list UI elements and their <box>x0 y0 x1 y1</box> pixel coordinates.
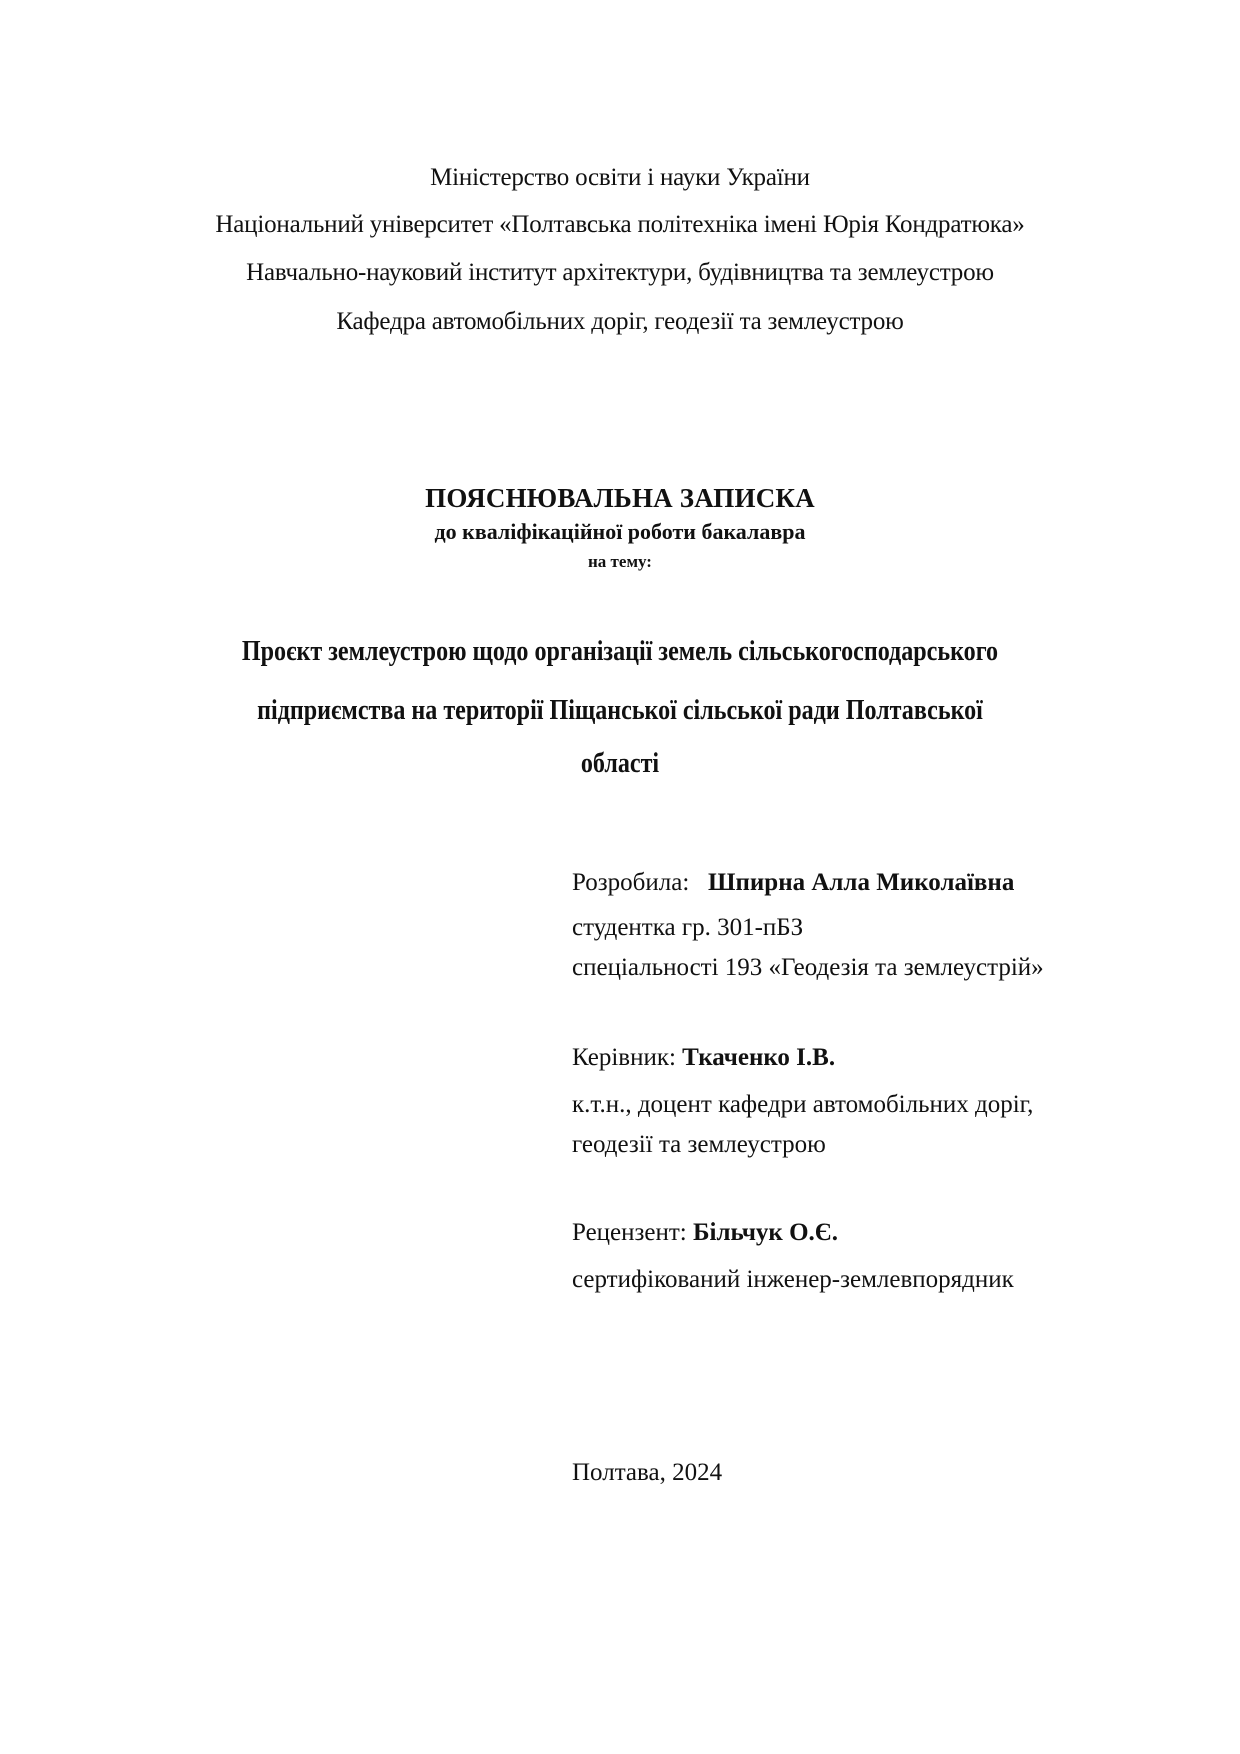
institute-name: Навчально-науковий інститут архітектури, будівництва та землеустрою <box>246 259 994 286</box>
theme-label: на тему: <box>588 552 652 571</box>
document-title: ПОЯСНЮВАЛЬНА ЗАПИСКА <box>425 483 815 513</box>
supervisor-position-1: к.т.н., доцент кафедри автомобільних доріг, <box>572 1091 1034 1118</box>
author-row <box>572 870 1014 895</box>
supervisor-label: Керівник: <box>572 1044 683 1071</box>
author-group: студентка гр. 301-пБЗ <box>572 914 804 941</box>
supervisor-name: Ткаченко І.В. <box>682 1044 836 1071</box>
reviewer-position: сертифікований інженер-землевпорядник <box>572 1266 1014 1293</box>
reviewer-name: Більчук О.Є. <box>693 1219 838 1246</box>
university-name: Національний університет «Полтавська політехніка імені Юрія Кондратюка» <box>215 211 1025 238</box>
topic-line-3: області <box>580 748 660 779</box>
author-name: Шпирна Алла Миколаївна <box>708 869 1015 896</box>
supervisor-position-2: геодезії та землеустрою <box>572 1131 826 1158</box>
place-year: Полтава, 2024 <box>572 1459 723 1486</box>
supervisor-row <box>572 1045 835 1070</box>
document-subtitle: до кваліфікаційної роботи бакалавра <box>434 519 806 544</box>
topic-line-2: підприємства на території Піщанської сільської ради Полтавської <box>257 695 983 726</box>
topic-line-1: Проєкт землеустрою щодо організації земель сільськогосподарського <box>241 636 999 667</box>
ministry-name: Міністерство освіти і науки України <box>430 164 810 191</box>
author-label: Розробила: <box>572 869 690 896</box>
reviewer-label: Рецензент: <box>572 1219 693 1246</box>
reviewer-row <box>572 1220 838 1245</box>
department-name: Кафедра автомобільних доріг, геодезії та землеустрою <box>336 308 904 335</box>
author-specialty: спеціальності 193 «Геодезія та землеустрій» <box>572 954 1044 981</box>
